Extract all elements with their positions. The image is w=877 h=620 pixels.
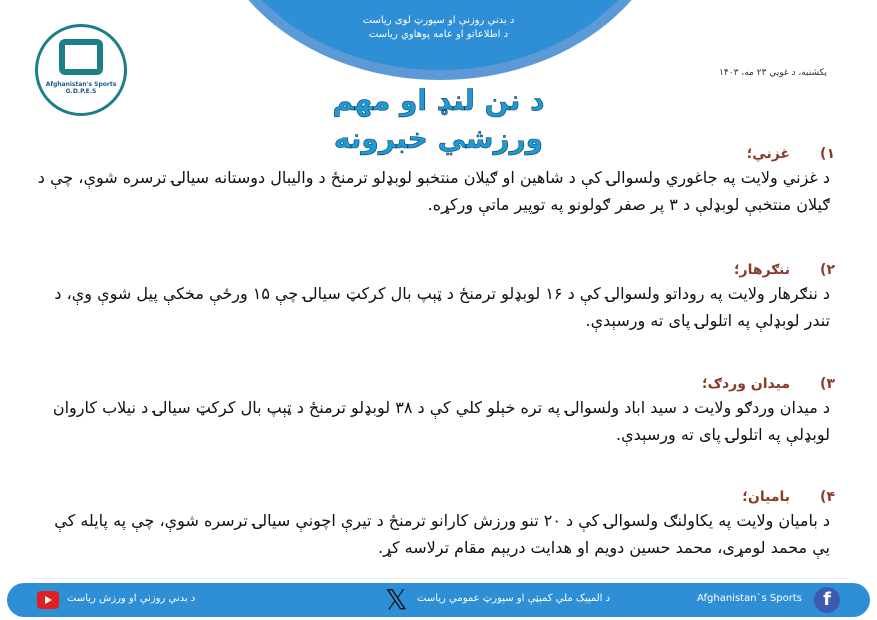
logo-text: Afghanistan's Sports bbox=[45, 81, 117, 88]
item-heading: بامیان؛ bbox=[742, 489, 790, 505]
item-number: ۳) bbox=[820, 376, 835, 392]
facebook-label[interactable]: Afghanistan`s Sports bbox=[697, 593, 802, 604]
title-line-1: د نن لنډ او مهم bbox=[332, 84, 545, 117]
news-item bbox=[35, 376, 835, 448]
item-heading: غزني؛ bbox=[746, 146, 790, 162]
x-label[interactable]: د المپیک ملي کمېټې او سپورټ عمومي ریاست bbox=[417, 593, 611, 604]
divider bbox=[30, 578, 847, 579]
footer bbox=[7, 583, 870, 617]
news-item bbox=[35, 262, 835, 334]
x-icon[interactable]: 𝕏 bbox=[385, 583, 408, 616]
youtube-icon[interactable] bbox=[37, 591, 59, 609]
item-body: د میدان وردګو ولایت د سید اباد ولسوالۍ په تره خېلو کلي کې د ۳۸ لوبډلو ترمنځ د ټېپ بال کرکټ سیالۍ د نیلاب کاروان لوبډلې په اتلولۍ پای ته ورسېدې. bbox=[52, 398, 830, 444]
item-heading: ننګرهار؛ bbox=[733, 262, 790, 278]
header-line-2: د اطلاعاتو او عامه پوهاوي ریاست bbox=[368, 29, 509, 40]
news-item bbox=[35, 146, 835, 218]
news-item bbox=[35, 489, 835, 561]
logo-subtext: G.D.P.E.S bbox=[65, 88, 97, 95]
header-line-1: د بدني روزنې او سپورټ لوی ریاست bbox=[362, 15, 515, 26]
item-heading: میدان وردګ؛ bbox=[702, 376, 790, 392]
title-line-2: ورزشي خبرونه bbox=[333, 122, 544, 155]
item-body: د بامیان ولایت په یکاولنګ ولسوالۍ کې د ۲۰ تنو ورزش کارانو ترمنځ د تیرې اچونې سیالۍ ترسره شوې، چې په پایله کې یې محمد لومړی، محمد حسین دویم او هدایت دریېم مقام ترلاسه کړ. bbox=[54, 511, 830, 557]
logo-mark-icon bbox=[59, 39, 103, 75]
facebook-icon[interactable]: f bbox=[814, 587, 840, 613]
item-number: ۱) bbox=[820, 146, 835, 162]
item-body: د ننګرهار ولایت په روداتو ولسوالۍ کې د ۱۶ لوبډلو ترمنځ د ټېپ بال کرکټ سیالۍ چې ۱۵ ورځې مخکې پیل شوې وې، د تندر لوبډلې په اتلولۍ پای ته ورسېدې. bbox=[54, 284, 830, 330]
youtube-label[interactable]: د بدني روزنې او ورزش ریاست bbox=[67, 593, 196, 604]
item-number: ۴) bbox=[820, 489, 835, 505]
item-body: د غزني ولایت په جاغوري ولسوالۍ کې د شاهین او ګیلان منتخبو لوبډلو ترمنځ د والیبال دوستانه سیالۍ ترسره شوې، چې د ګیلان منتخبې لوبډلې د ۳ پر صفر ګولونو په توپیر ماتې ورکړه. bbox=[37, 168, 830, 214]
header-text bbox=[0, 14, 877, 42]
item-number: ۲) bbox=[820, 262, 835, 278]
date: یکشنبه، د غویي ۲۳ مه، ۱۴۰۳ bbox=[719, 68, 827, 78]
